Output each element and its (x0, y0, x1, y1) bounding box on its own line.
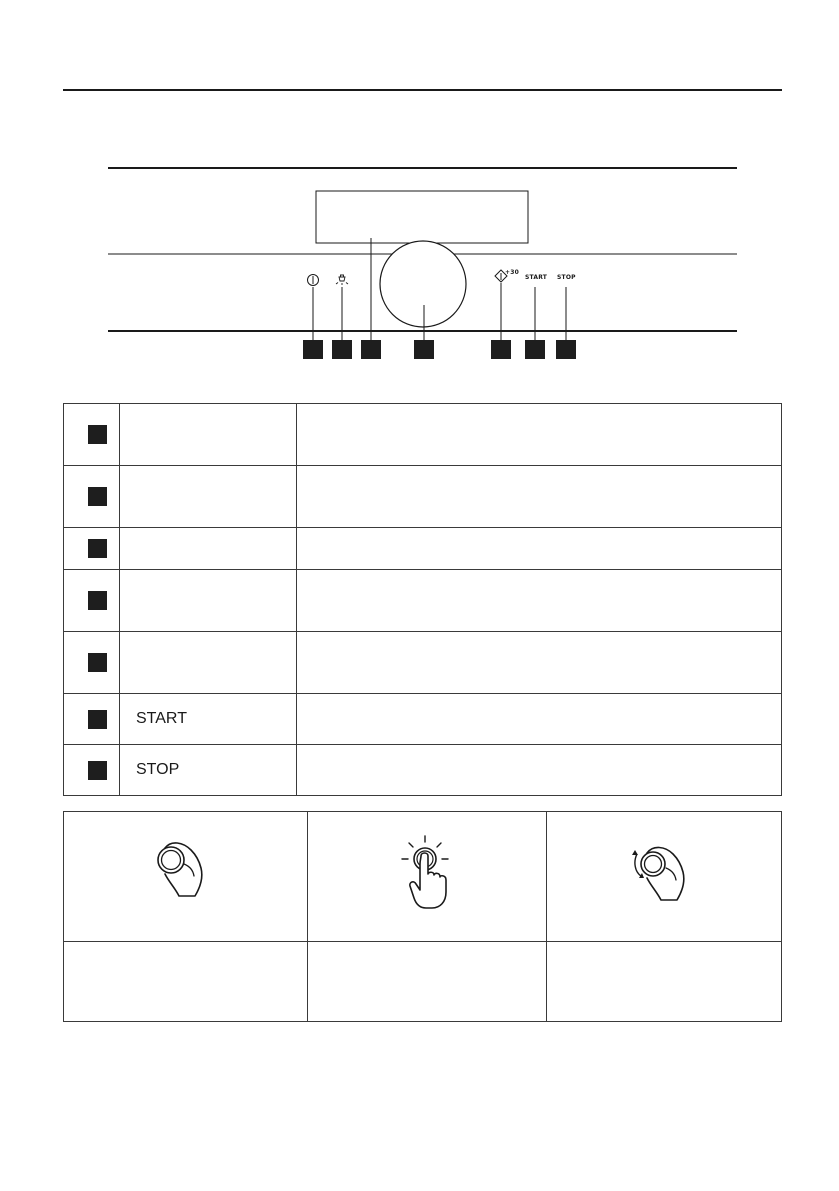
row-marker (88, 653, 107, 672)
row-description (297, 404, 782, 466)
hand-holding-knob-icon (151, 834, 221, 914)
row-marker (88, 710, 107, 729)
row-symbol (120, 404, 297, 466)
control-panel-diagram (0, 0, 839, 400)
callout-marker (556, 340, 576, 359)
stop-label: STOP (557, 274, 576, 281)
callout-marker (491, 340, 511, 359)
callout-marker (525, 340, 545, 359)
table-row (64, 404, 782, 466)
row-description (297, 528, 782, 570)
row-symbol (120, 466, 297, 528)
svg-text:+30: +30 (505, 269, 519, 276)
row-symbol (120, 632, 297, 694)
row-description (297, 694, 782, 745)
lamp-icon (336, 275, 348, 285)
display-window (316, 191, 528, 243)
callout-markers (303, 340, 576, 359)
table-row (64, 466, 782, 528)
table-row (64, 812, 782, 942)
start-label: START (525, 274, 548, 281)
table-row (64, 745, 782, 796)
knob-actions-table (63, 811, 782, 1022)
callout-marker (303, 340, 323, 359)
row-marker (88, 425, 107, 444)
finger-press-knob-icon (392, 834, 462, 914)
callout-marker (332, 340, 352, 359)
row-marker (88, 591, 107, 610)
caption-cell (64, 942, 308, 1022)
row-symbol (120, 528, 297, 570)
row-description (297, 745, 782, 796)
plus30-icon (495, 269, 519, 282)
callout-marker (361, 340, 381, 359)
table-row (64, 632, 782, 694)
callout-marker (414, 340, 434, 359)
row-description (297, 632, 782, 694)
row-symbol: STOP (120, 745, 297, 796)
row-description (297, 570, 782, 632)
power-icon (308, 275, 319, 286)
table-row (64, 694, 782, 745)
table-row (64, 942, 782, 1022)
row-marker (88, 761, 107, 780)
control-knob (380, 241, 466, 327)
row-symbol: START (120, 694, 297, 745)
hand-turning-knob-icon (629, 834, 699, 914)
row-symbol (120, 570, 297, 632)
table-row (64, 570, 782, 632)
table-row (64, 528, 782, 570)
caption-cell (547, 942, 782, 1022)
caption-cell (308, 942, 547, 1022)
row-marker (88, 539, 107, 558)
legend-table (63, 403, 782, 796)
row-marker (88, 487, 107, 506)
row-description (297, 466, 782, 528)
